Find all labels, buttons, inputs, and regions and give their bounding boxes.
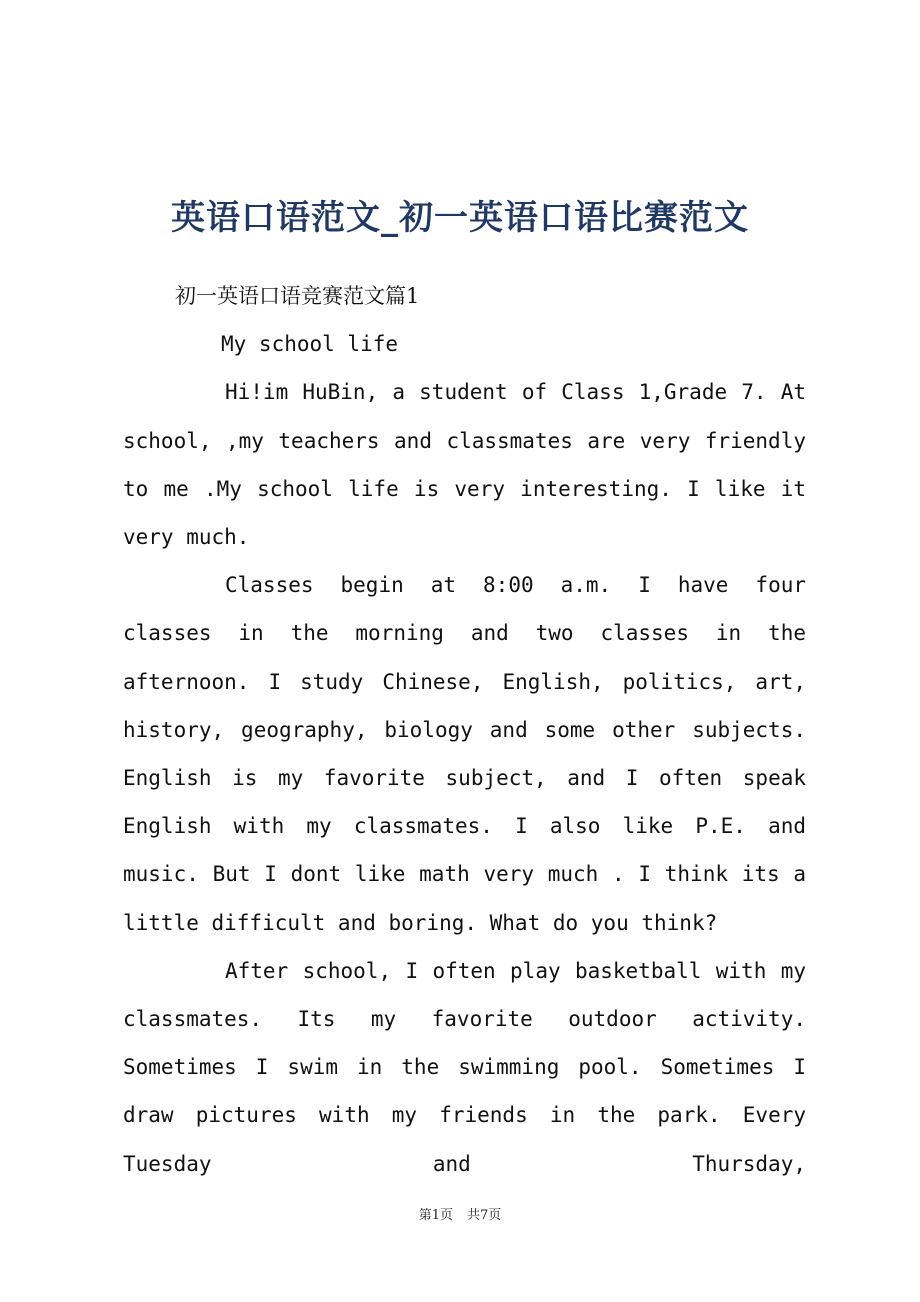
page-number: 第1页 xyxy=(418,1208,453,1223)
section-heading: 初一英语口语竞赛范文篇1 xyxy=(175,284,420,308)
essay-subtitle: My school life xyxy=(221,332,399,357)
paragraph-1: Hi!im HuBin, a student of Class 1,Grade 7. At school, ,my teachers and classmates are very friendly to me .My school life is very interesting. I like it very much. xyxy=(123,380,806,550)
page-total: 共7页 xyxy=(467,1208,502,1223)
document-title: 英语口语范文_初一英语口语比赛范文 xyxy=(171,198,749,238)
paragraph-3: After school, I often play basketball with my classmates. Its my favorite outdoor activity. Sometimes I swim in the swimming pool. Sometimes I draw pictures with my friends in the park. Every Tuesday and Thursday, xyxy=(123,958,806,1176)
paragraph-2: Classes begin at 8:00 a.m. I have four classes in the morning and two classes in the afternoon. I study Chinese, English, politics, art, history, geography, biology and some other subjects. English is my favorite subject, and I often speak English with my classmates. I also like P.E. and music. But I dont like math very much . I think its a little difficult and boring. What do you think? xyxy=(123,573,806,935)
document-body xyxy=(123,272,806,1188)
page-footer xyxy=(0,1206,920,1226)
